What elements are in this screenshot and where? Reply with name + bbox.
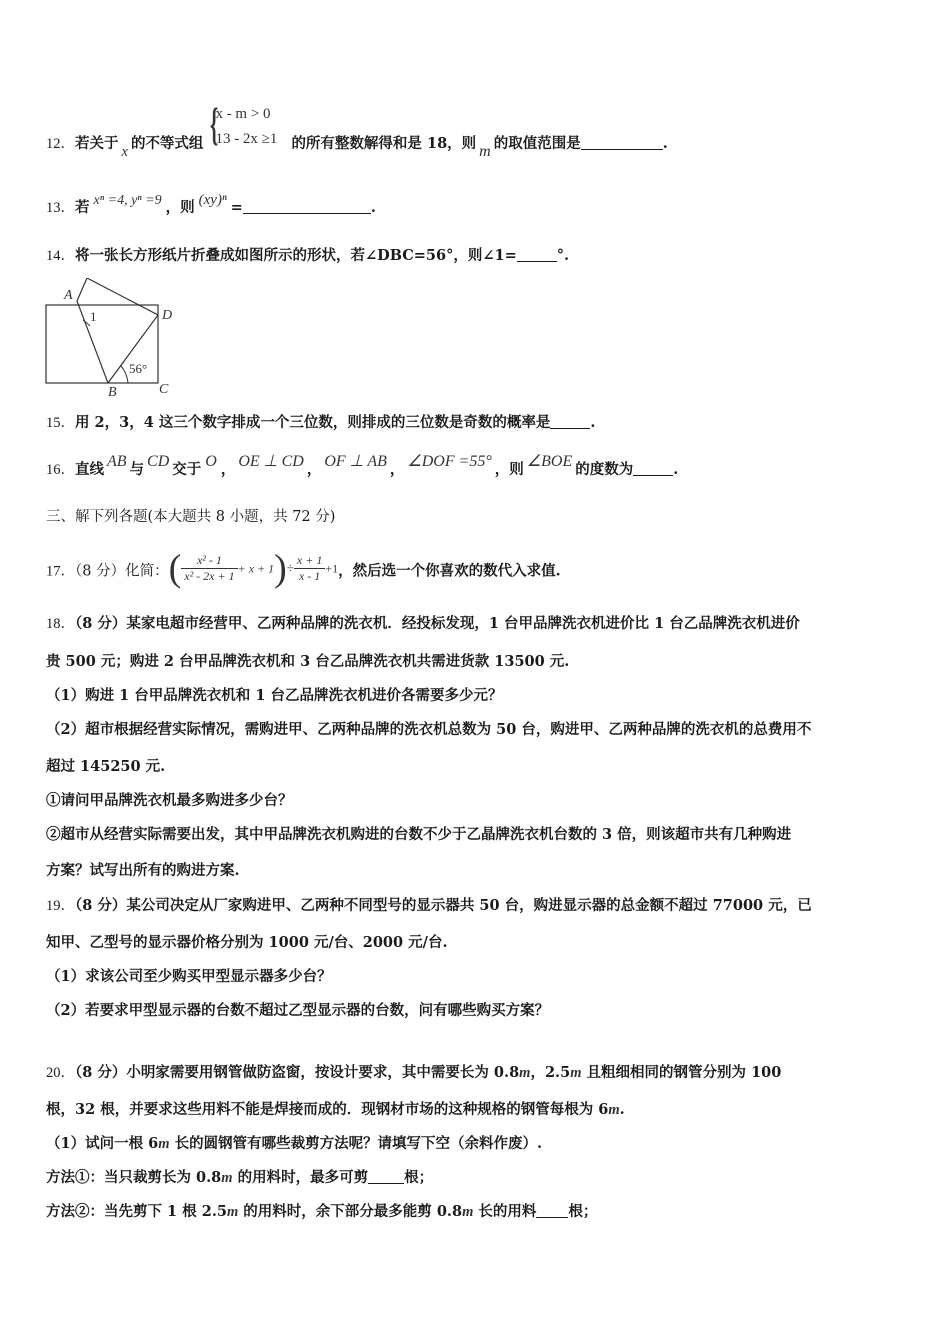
right-paren-icon: ) (274, 547, 287, 590)
angle-boe: ∠BOE (526, 453, 573, 470)
question-19-line-4: （2）若要求甲型显示器的台数不超过乙型显示器的台数，问有哪些购买方案？ (46, 1002, 550, 1019)
question-number: 19． (46, 898, 75, 914)
answer-blank[interactable] (517, 261, 557, 262)
line-ab: AB (107, 453, 127, 470)
variable-x: x (121, 144, 128, 160)
question-number: 13． (46, 200, 75, 216)
variable-m: m (479, 143, 491, 160)
label-a: A (64, 288, 73, 303)
label-c: C (159, 382, 169, 397)
question-14: 14．将一张长方形纸片折叠成如图所示的形状，若∠DBC=56°，则∠1= °. (46, 247, 570, 264)
section-heading: 三、解下列各题(本大题共 8 小题，共 72 分) (46, 509, 336, 525)
answer-blank[interactable] (581, 149, 663, 150)
question-number: 15． (46, 415, 75, 431)
label-b: B (108, 385, 117, 398)
answer-blank[interactable] (536, 1217, 568, 1218)
question-12: 12．若关于 x 的不等式组 { x - m > 0 13 - 2x ≥1 的所有整数解得和是 18，则 m 的取值范围是 . (46, 98, 668, 160)
question-number: 16． (46, 462, 75, 478)
question-13: 13．若 xⁿ =4, yⁿ =9 ，则 (xy)ⁿ = . (46, 192, 376, 216)
question-18-line-7: ②超市从经营实际需要出发，其中甲品牌洗衣机购进的台数不少于乙晶牌洗衣机台数的 3 倍，则该超市共有几种购进 (46, 826, 792, 843)
angle-dof: ∠DOF =55° (407, 453, 492, 470)
question-18-line-8: 方案？试写出所有的购进方案. (46, 862, 240, 879)
answer-blank[interactable] (550, 428, 590, 429)
fraction-2: $\frac{x + 1}{x - 1}$ (294, 553, 325, 584)
label-angle-1: 1 (90, 309, 97, 324)
question-19-line-3: （1）求该公司至少购买甲型显示器多少台？ (46, 968, 332, 985)
question-18-line-3: （1）购进 1 台甲品牌洗衣机和 1 台乙品牌洗衣机进价各需要多少元？ (46, 687, 503, 704)
question-18-line-4: （2）超市根据经营实际情况，需购进甲、乙两种品牌的洗衣机总数为 50 台，购进甲、乙两种品牌的洗衣机的总费用不 (46, 721, 812, 738)
question-18-line-6: ①请问甲品牌洗衣机最多购进多少台？ (46, 792, 293, 809)
folded-paper-figure (42, 278, 182, 398)
fraction-1: $\frac{\text{x² - 1}}{\text{x² - 2x + 1}}$ (181, 553, 237, 584)
question-number: 12． (46, 136, 75, 152)
question-20-line-3: （1）试问一根 6m 长的圆钢管有哪些裁剪方法呢？请填写下空（余料作废）. (46, 1135, 543, 1152)
angle-56-arc (121, 366, 128, 383)
question-16: 16．直线 AB 与 CD 交于 O ， OE ⊥ CD ， OF ⊥ AB ， ∠DOF =55° ，则 ∠BOE 的度数为 . (46, 453, 679, 478)
condition-expression: xⁿ =4, yⁿ =9 (93, 193, 162, 208)
question-20-line-1: 20．（8 分）小明家需要用钢管做防盗窗，按设计要求，其中需要长为 0.8m，2.5m 且粗细相同的钢管分别为 100 (46, 1064, 782, 1081)
label-d: D (162, 308, 173, 323)
target-expression: (xy)ⁿ (198, 192, 227, 208)
line-cd: CD (147, 453, 170, 470)
of-perp-ab: OF ⊥ AB (324, 453, 387, 470)
question-20-line-2: 根，32 根，并要求这些用料不能是焊接而成的．现钢材市场的这种规格的钢管每根为 6m. (46, 1101, 625, 1118)
point-o: O (205, 453, 217, 470)
left-paren-icon: ( (168, 547, 182, 590)
label-angle-56: 56° (129, 361, 148, 376)
brace-icon: { (210, 98, 219, 149)
simplify-expression: ( $\frac{\text{x² - 1}}{\text{x² - 2x + 1}}$ + x + 1)÷ $\frac{x + 1}{x - 1}$ +1 (168, 547, 339, 590)
question-19-line-1: 19．（8 分）某公司决定从厂家购进甲、乙两种不同型号的显示器共 50 台，购进显示器的总金额不超过 77000 元，已 (46, 897, 812, 914)
question-20-line-4: 方法①：当只裁剪长为 0.8m 的用料时，最多可剪 根； (46, 1169, 434, 1186)
answer-blank[interactable] (368, 1183, 404, 1184)
inequality-1: x - m > 0 (215, 106, 271, 122)
question-18-line-2: 贵 500 元；购进 2 台甲品牌洗衣机和 3 台乙品牌洗衣机共需进货款 13500 元. (46, 653, 570, 670)
question-number: 14． (46, 248, 75, 264)
answer-blank[interactable] (633, 475, 673, 476)
question-number: 17． (46, 563, 75, 580)
oe-perp-cd: OE ⊥ CD (238, 453, 304, 470)
question-number: 20． (46, 1065, 75, 1081)
answer-blank[interactable] (243, 213, 371, 214)
question-number: 18． (46, 616, 75, 632)
question-18-line-5: 超过 145250 元. (46, 758, 166, 775)
question-20-line-5: 方法②：当先剪下 1 根 2.5m 的用料时，余下部分最多能剪 0.8m 长的用料 根； (46, 1203, 598, 1220)
question-18-line-1: 18．（8 分）某家电超市经营甲、乙两种品牌的洗衣机．经投标发现，1 台甲品牌洗衣机进价比 1 台乙品牌洗衣机进价 (46, 615, 800, 632)
inequality-2: 13 - 2x ≥1 (215, 131, 278, 147)
question-19-line-2: 知甲、乙型号的显示器价格分别为 1000 元/台、2000 元/台. (46, 934, 448, 951)
question-17: 17．（8 分）化简：( $\frac{\text{x² - 1}}{\text{x² - 2x + 1}}$ + x + 1)÷ $\frac{x + 1}{x - 1}$ +1，然后选一个你喜欢的数代入求值. (46, 547, 561, 590)
question-15: 15．用 2，3，4 这三个数字排成一个三位数，则排成的三位数是奇数的概率是 . (46, 414, 596, 431)
inequality-system (203, 98, 291, 149)
